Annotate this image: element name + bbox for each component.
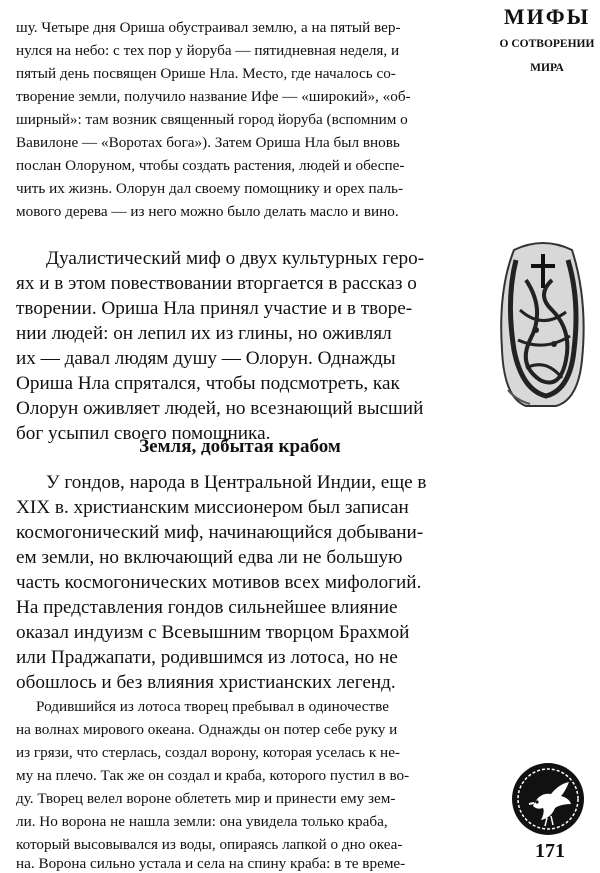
paragraph-line: нулся на небо: с тех пор у йоруба — пятидневная неделя, и xyxy=(16,42,400,59)
paragraph-line: У гондов, народа в Центральной Индии, еще в xyxy=(46,472,427,493)
paragraph-line: ли. Но ворона не нашла земли: она увидела только краба, xyxy=(16,813,388,830)
paragraph-line: на. Ворона сильно устала и села на спину краба: в те време- xyxy=(16,855,406,872)
paragraph-line: ширный»: там возник священный город йоруба (вспомним о xyxy=(16,111,408,128)
paragraph-line: космогонический миф, начинающийся добывани- xyxy=(16,522,424,543)
paragraph-line: бог усыпил своего помощника. xyxy=(16,423,271,444)
paragraph-line: который высовывался из воды, опираясь лапкой о дно океа- xyxy=(16,836,403,853)
paragraph-line: часть космогонических мотивов всех мифологий. xyxy=(16,572,422,593)
sidebar-subtitle-line1: О СОТВОРЕНИИ xyxy=(499,38,595,50)
paragraph-line: их — давал людям душу — Олорун. Однажды xyxy=(16,348,396,369)
paragraph-line: на волнах мирового океана. Однажды он потер себе руку и xyxy=(16,721,398,738)
paragraph-line: шу. Четыре дня Ориша обустраивал землю, а на пятый вер- xyxy=(16,19,401,36)
sidebar-title: МИФЫ xyxy=(503,4,591,29)
runestone-illustration xyxy=(496,240,590,410)
sidebar-subtitle-line2: МИРА xyxy=(530,62,564,74)
paragraph-line: творение земли, получило название Ифе — «широкий», «об- xyxy=(16,88,411,105)
paragraph-line: XIX в. христианским миссионером был записан xyxy=(16,497,409,518)
paragraph-line: из грязи, что стерлась, создал ворону, которая уселась к не- xyxy=(16,744,400,761)
paragraph-line: Ориша Нла спрятался, чтобы подсмотреть, как xyxy=(16,373,400,394)
paragraph-line: Олорун оживляет людей, но всезнающий высший xyxy=(16,398,424,419)
page-number: 171 xyxy=(535,840,565,862)
paragraph-line: Дуалистический миф о двух культурных геро- xyxy=(46,248,425,269)
paragraph-line: На представления гондов сильнейшее влияние xyxy=(16,597,398,618)
paragraph-line: ем земли, но включающий едва ли не большую xyxy=(16,547,403,568)
paragraph-line: ду. Творец велел вороне облететь мир и принести ему зем- xyxy=(16,790,396,807)
paragraph-line: послан Олоруном, чтобы создать растения, людей и обеспе- xyxy=(16,157,405,174)
paragraph-line: оказал индуизм с Всевышним творцом Брахмой xyxy=(16,622,410,643)
paragraph-line: мового дерева — из него можно было делать масло и вино. xyxy=(16,203,399,220)
paragraph-line: ях и в этом повествовании вторгается в рассказ о xyxy=(16,273,417,294)
section-heading: Земля, добытая крабом xyxy=(139,436,341,457)
paragraph-line: Вавилоне — «Воротах бога»). Затем Ориша Нла был вновь xyxy=(16,134,400,151)
paragraph-line: му на плечо. Так же он создал и краба, которого пустил в во- xyxy=(16,767,410,784)
paragraph-line: Родившийся из лотоса творец пребывал в одиночестве xyxy=(36,698,389,715)
paragraph-line: чить их жизнь. Олорун дал своему помощнику и орех паль- xyxy=(16,180,404,197)
paragraph-line: пятый день посвящен Орише Нла. Место, где началось со- xyxy=(16,65,396,82)
paragraph-line: обошлось и без влияния христианских легенд. xyxy=(16,672,396,693)
paragraph-line: творении. Ориша Нла принял участие и в творе- xyxy=(16,298,413,319)
paragraph-line: нии людей: он лепил их из глины, но оживлял xyxy=(16,323,392,344)
bird-medallion-icon xyxy=(511,762,585,836)
paragraph-line: или Праджапати, родившимся из лотоса, но не xyxy=(16,647,398,668)
